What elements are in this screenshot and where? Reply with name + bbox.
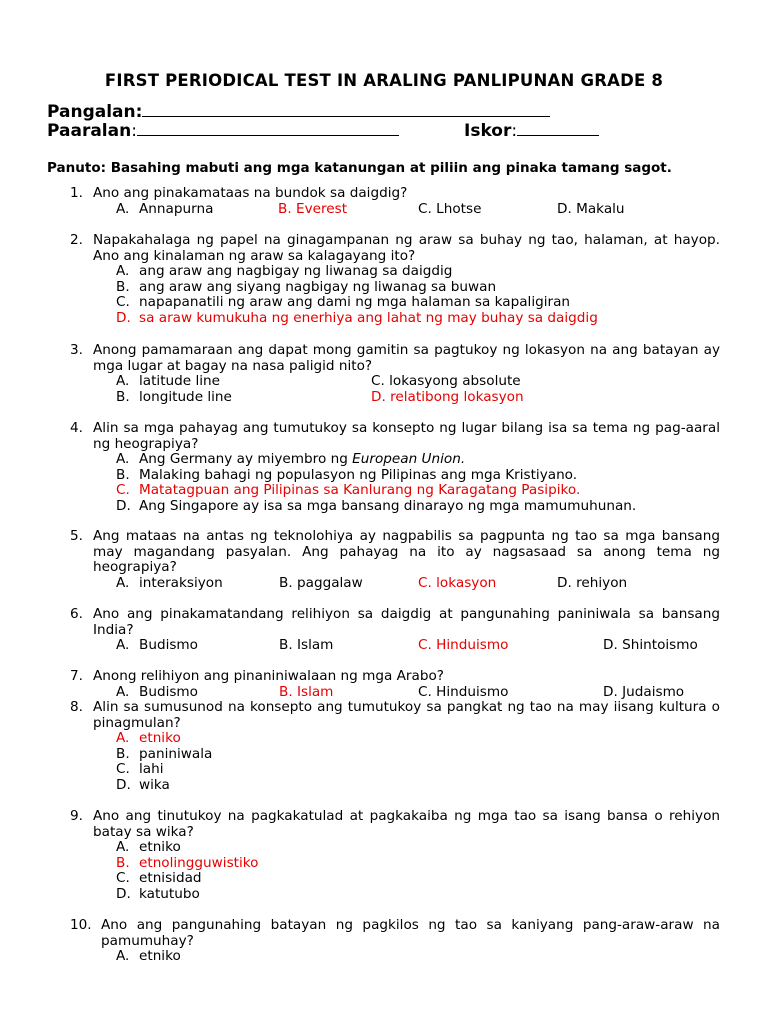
question-number: 4. bbox=[70, 420, 83, 436]
choice-a: A. Ang Germany ay miyembro ng European Union. bbox=[116, 451, 466, 467]
question-number: 6. bbox=[70, 606, 83, 622]
question-4 bbox=[70, 421, 720, 514]
school-blank bbox=[137, 120, 399, 136]
choice-a: A. ang araw ang nagbigay ng liwanag sa daigdig bbox=[116, 263, 453, 279]
choice-a: A. latitude line bbox=[116, 373, 221, 389]
choice-c: C. Hinduismo bbox=[418, 683, 509, 700]
choice-c: C. lahi bbox=[116, 761, 164, 777]
question-7 bbox=[70, 669, 720, 700]
choice-c-correct: C. Hinduismo bbox=[418, 637, 509, 653]
question-6 bbox=[70, 607, 720, 654]
choice-c-correct: C. lokasyon bbox=[418, 574, 497, 591]
choice-d-correct: D. sa araw kumukuha ng enerhiya ang lahat ng may buhay sa daigdig bbox=[116, 309, 598, 326]
choice-b: B. Malaking bahagi ng populasyon ng Pilipinas ang mga Kristiyano. bbox=[116, 466, 578, 483]
choice-d: D. wika bbox=[116, 776, 170, 793]
choice-c: C. etnisidad bbox=[116, 870, 202, 886]
question-9 bbox=[70, 809, 720, 902]
school-colon: : bbox=[131, 121, 137, 141]
choice-d: D. Judaismo bbox=[603, 683, 685, 700]
question-stem: Ano ang tinutukoy na pagkakatulad at pagkakaiba ng mga tao sa isang bansa o rehiyon batay sa wika? bbox=[93, 808, 720, 840]
choice-a: A. interaksiyon bbox=[116, 574, 223, 591]
choice-a-correct: A. etniko bbox=[116, 730, 181, 746]
question-3 bbox=[70, 343, 720, 405]
question-stem: Ano ang pangunahing batayan ng pagkilos ng tao sa kaniyang pang-araw-araw na pamumuhay? bbox=[101, 917, 720, 949]
choice-b: B. ang araw ang siyang nagbigay ng liwanag sa buwan bbox=[116, 278, 497, 295]
choice-b: B. paniniwala bbox=[116, 745, 213, 762]
question-10 bbox=[70, 918, 720, 965]
question-stem: Alin sa mga pahayag ang tumutukoy sa konsepto ng lugar bilang isa sa tema ng pag-aaral ng heograpiya? bbox=[93, 420, 720, 452]
choice-b: B. paggalaw bbox=[279, 574, 363, 591]
question-number: 8. bbox=[70, 699, 83, 715]
question-stem: Alin sa sumusunod na konsepto ang tumutukoy sa pangkat ng tao na may iisang kultura o pinagmulan? bbox=[93, 699, 720, 731]
question-8 bbox=[70, 700, 720, 793]
question-stem: Ano ang pinakamataas na bundok sa daigdig? bbox=[93, 185, 408, 201]
name-field bbox=[47, 101, 550, 122]
question-number: 3. bbox=[70, 342, 83, 358]
choice-d: D. Shintoismo bbox=[603, 637, 698, 653]
choice-a: A. etniko bbox=[116, 948, 181, 964]
school-label: Paaralan bbox=[47, 121, 132, 141]
choice-b-correct: B. Everest bbox=[278, 200, 348, 217]
question-stem: Napakahalaga ng papel na ginagampanan ng araw sa buhay ng tao, halaman, at hayop. Ano ang kinalaman ng araw sa kalagayang ito? bbox=[93, 232, 720, 264]
choice-b-correct: B. etnolingguwistiko bbox=[116, 854, 259, 871]
question-5 bbox=[70, 529, 720, 591]
choice-d-correct: D. relatibong lokasyon bbox=[371, 388, 524, 405]
name-label: Pangalan: bbox=[47, 102, 143, 122]
choice-b: B. longitude line bbox=[116, 388, 232, 405]
question-stem: Ang mataas na antas ng teknolohiya ay nagpabilis sa pagpunta ng tao sa mga bansang may magandang pasyalan. Ang pahayag na ito ay nagsasaad sa anong tema ng heograpiya? bbox=[93, 528, 720, 575]
choice-b: B. Islam bbox=[279, 637, 334, 653]
choice-a: A. Budismo bbox=[116, 683, 198, 700]
question-number: 5. bbox=[70, 528, 83, 544]
choice-c: C. lokasyong absolute bbox=[371, 373, 521, 389]
choice-d: D. Makalu bbox=[557, 200, 625, 217]
page-title: FIRST PERIODICAL TEST IN ARALING PANLIPUNAN GRADE 8 bbox=[104, 71, 664, 90]
name-blank bbox=[142, 101, 550, 117]
question-2 bbox=[70, 233, 720, 326]
question-stem: Anong relihiyon ang pinaniniwalaan ng mga Arabo? bbox=[93, 668, 445, 684]
question-number: 2. bbox=[70, 232, 83, 248]
question-number: 9. bbox=[70, 808, 83, 824]
choice-d: D. rehiyon bbox=[557, 574, 628, 591]
question-stem: Ano ang pinakamatandang relihiyon sa daigdig at pangunahing paniniwala sa bansang India? bbox=[93, 606, 720, 638]
score-label: Iskor bbox=[464, 121, 512, 141]
choice-a: A. etniko bbox=[116, 839, 181, 855]
instructions: Panuto: Basahing mabuti ang mga katanungan at piliin ang pinaka tamang sagot. bbox=[47, 160, 672, 176]
school-field bbox=[47, 120, 399, 141]
choice-c-correct: C. Matatagpuan ang Pilipinas sa Kanlurang ng Karagatang Pasipiko. bbox=[116, 482, 581, 498]
choice-d: D. Ang Singapore ay isa sa mga bansang dinarayo ng mga mamumuhunan. bbox=[116, 497, 637, 514]
score-blank bbox=[517, 120, 599, 136]
choice-c: C. Lhotse bbox=[418, 200, 482, 217]
question-number: 1. bbox=[70, 185, 83, 201]
choice-d: D. katutubo bbox=[116, 885, 200, 902]
choice-a: A. Annapurna bbox=[116, 200, 214, 217]
question-1 bbox=[70, 186, 720, 217]
question-stem: Anong pamamaraan ang dapat mong gamitin sa pagtukoy ng lokasyon na ang batayan ay mga lugar at bagay na nasa paligid nito? bbox=[93, 342, 720, 374]
choice-c: C. napapanatili ng araw ang dami ng mga halaman sa kapaligiran bbox=[116, 294, 571, 310]
choice-a: A. Budismo bbox=[116, 637, 198, 653]
question-number: 7. bbox=[70, 668, 83, 684]
choice-b-correct: B. Islam bbox=[279, 683, 334, 700]
score-colon: : bbox=[511, 121, 518, 141]
score-field bbox=[464, 120, 599, 141]
question-number: 10. bbox=[70, 917, 92, 933]
